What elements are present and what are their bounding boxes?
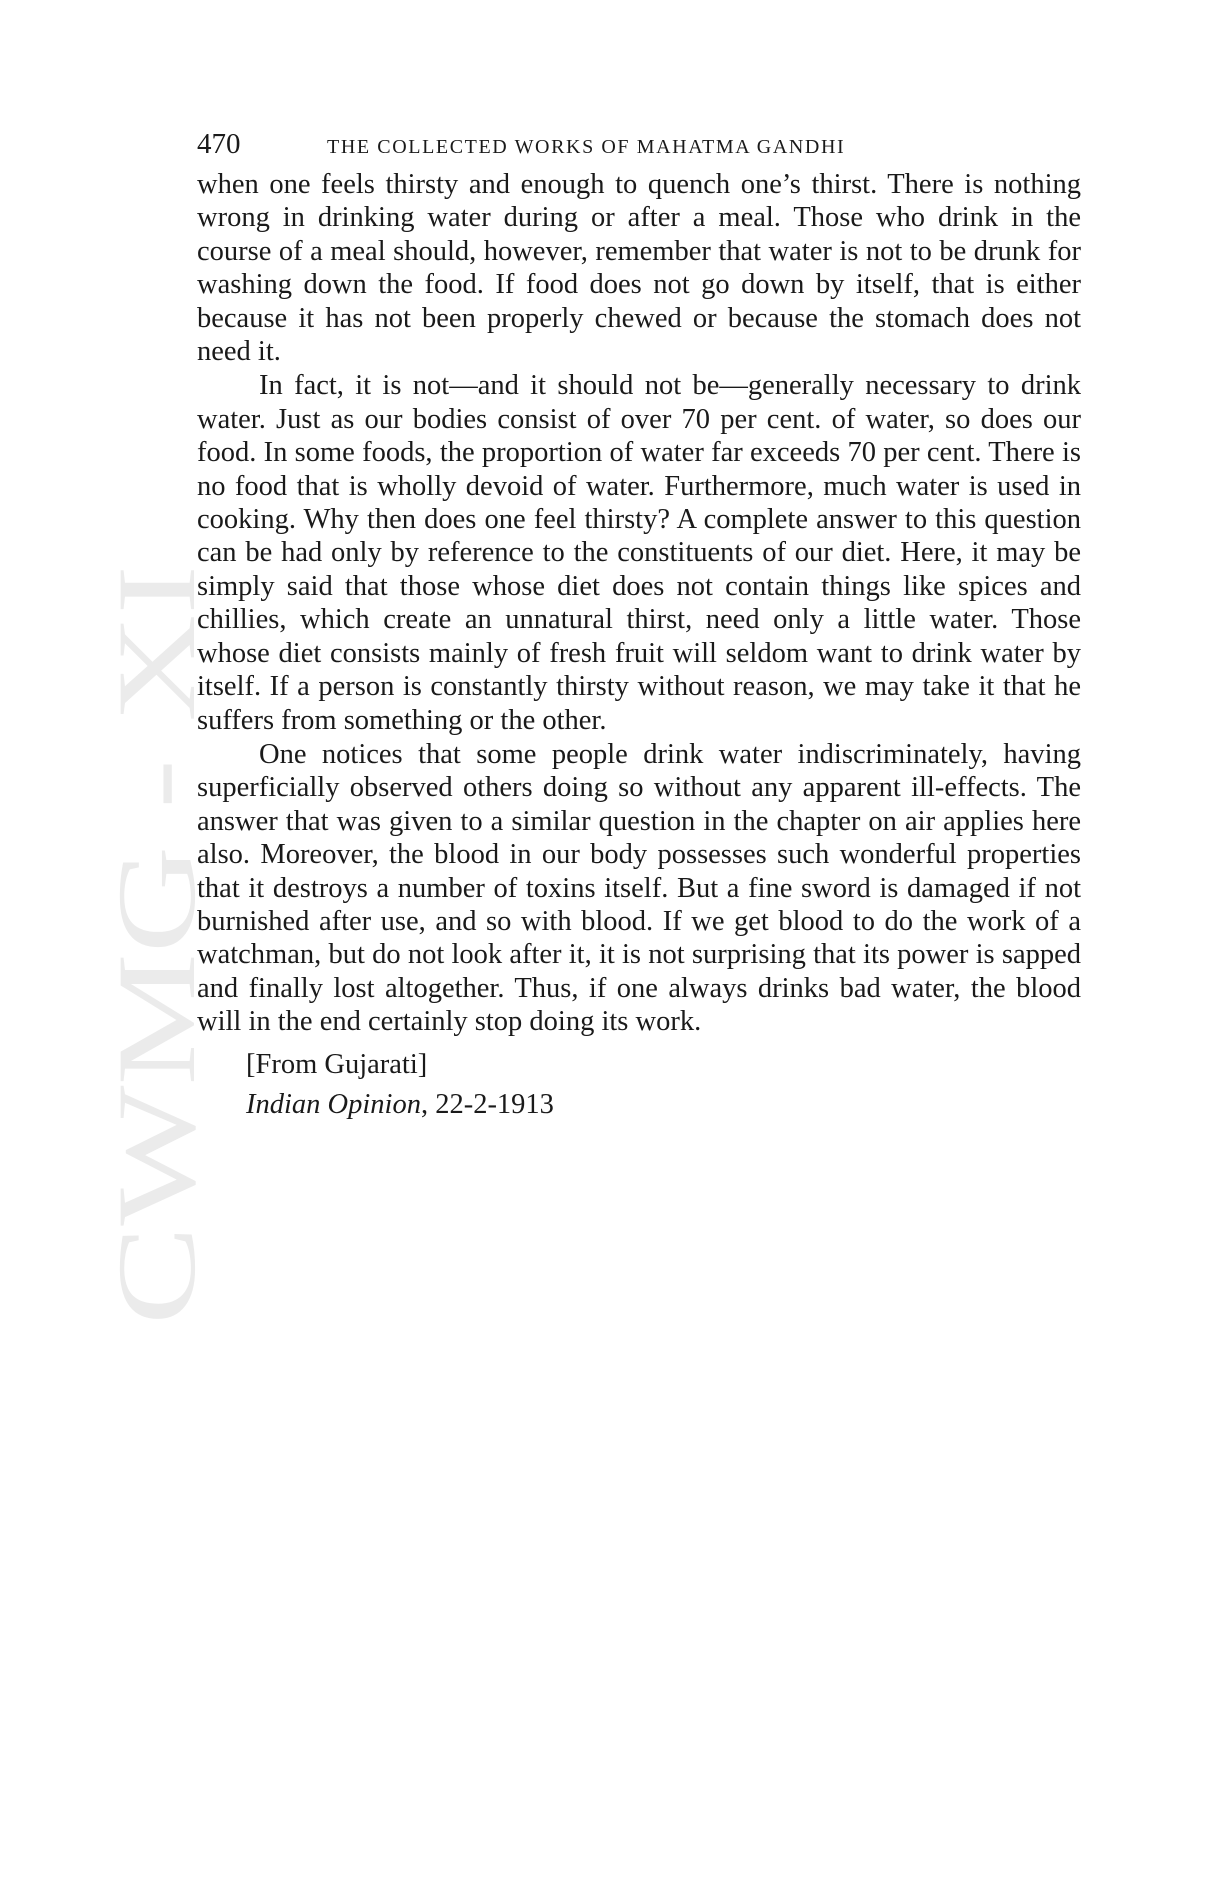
citation-separator: , (420, 1088, 436, 1120)
source-note: [From Gujarati] (246, 1048, 428, 1080)
paragraph: when one feels thirsty and enough to quench one’s thirst. There is nothing wrong in drinking water during or after a meal. Those who drink in the course of a meal should, however, remember that water is not to be drunk for washing down the food. If food does not go down by itself, that is either because it has not been properly chewed or because the stomach does not need it. (197, 169, 1081, 368)
book-title: THE COLLECTED WORKS OF MAHATMA GANDHI (327, 136, 846, 158)
watermark-text: CWMG - XI (95, 752, 219, 1325)
watermark (95, 555, 219, 1335)
citation (246, 1085, 1081, 1125)
publication-date: 22-2-1913 (435, 1088, 554, 1120)
paragraph: In fact, it is not—and it should not be—generally necessary to drink water. Just as our bodies consist of over 70 per cent. of water, so does our food. In some foods, the proportion of water far exceeds 70 per cent. There is no food that is wholly devoid of water. Furthermore, much water is used in cooking. Why then does one feel thirsty? A complete answer to this question can be had only by reference to the constituents of our diet. Here, it may be simply said that those whose diet does not contain things like spices and chillies, which create an unnatural thirst, need only a little water. Those whose diet consists mainly of fresh fruit will seldom want to drink water by itself. If a person is constantly thirsty without reason, we may take it that he suffers from something or the other. (197, 370, 1081, 736)
publication-name: Indian Opinion (246, 1088, 421, 1120)
paragraph: One notices that some people drink water indiscriminately, having superficially observed others doing so without any apparent ill-effects. The answer that was given to a similar question in the chapter on air applies here also. Moreover, the blood in our body possesses such wonderful properties that it destroys a number of toxins itself. But a fine sword is damaged if not burnished after use, and so with blood. If we get blood to do the work of a watchman, but do not look after it, it is not surprising that its power is sapped and finally lost altogether. Thus, if one always drinks bad water, the blood will in the end certainly stop doing its work. (197, 738, 1081, 1038)
page (197, 128, 1081, 1125)
body-text (197, 168, 1081, 1039)
running-head (197, 128, 1081, 168)
page-number: 470 (197, 128, 241, 160)
